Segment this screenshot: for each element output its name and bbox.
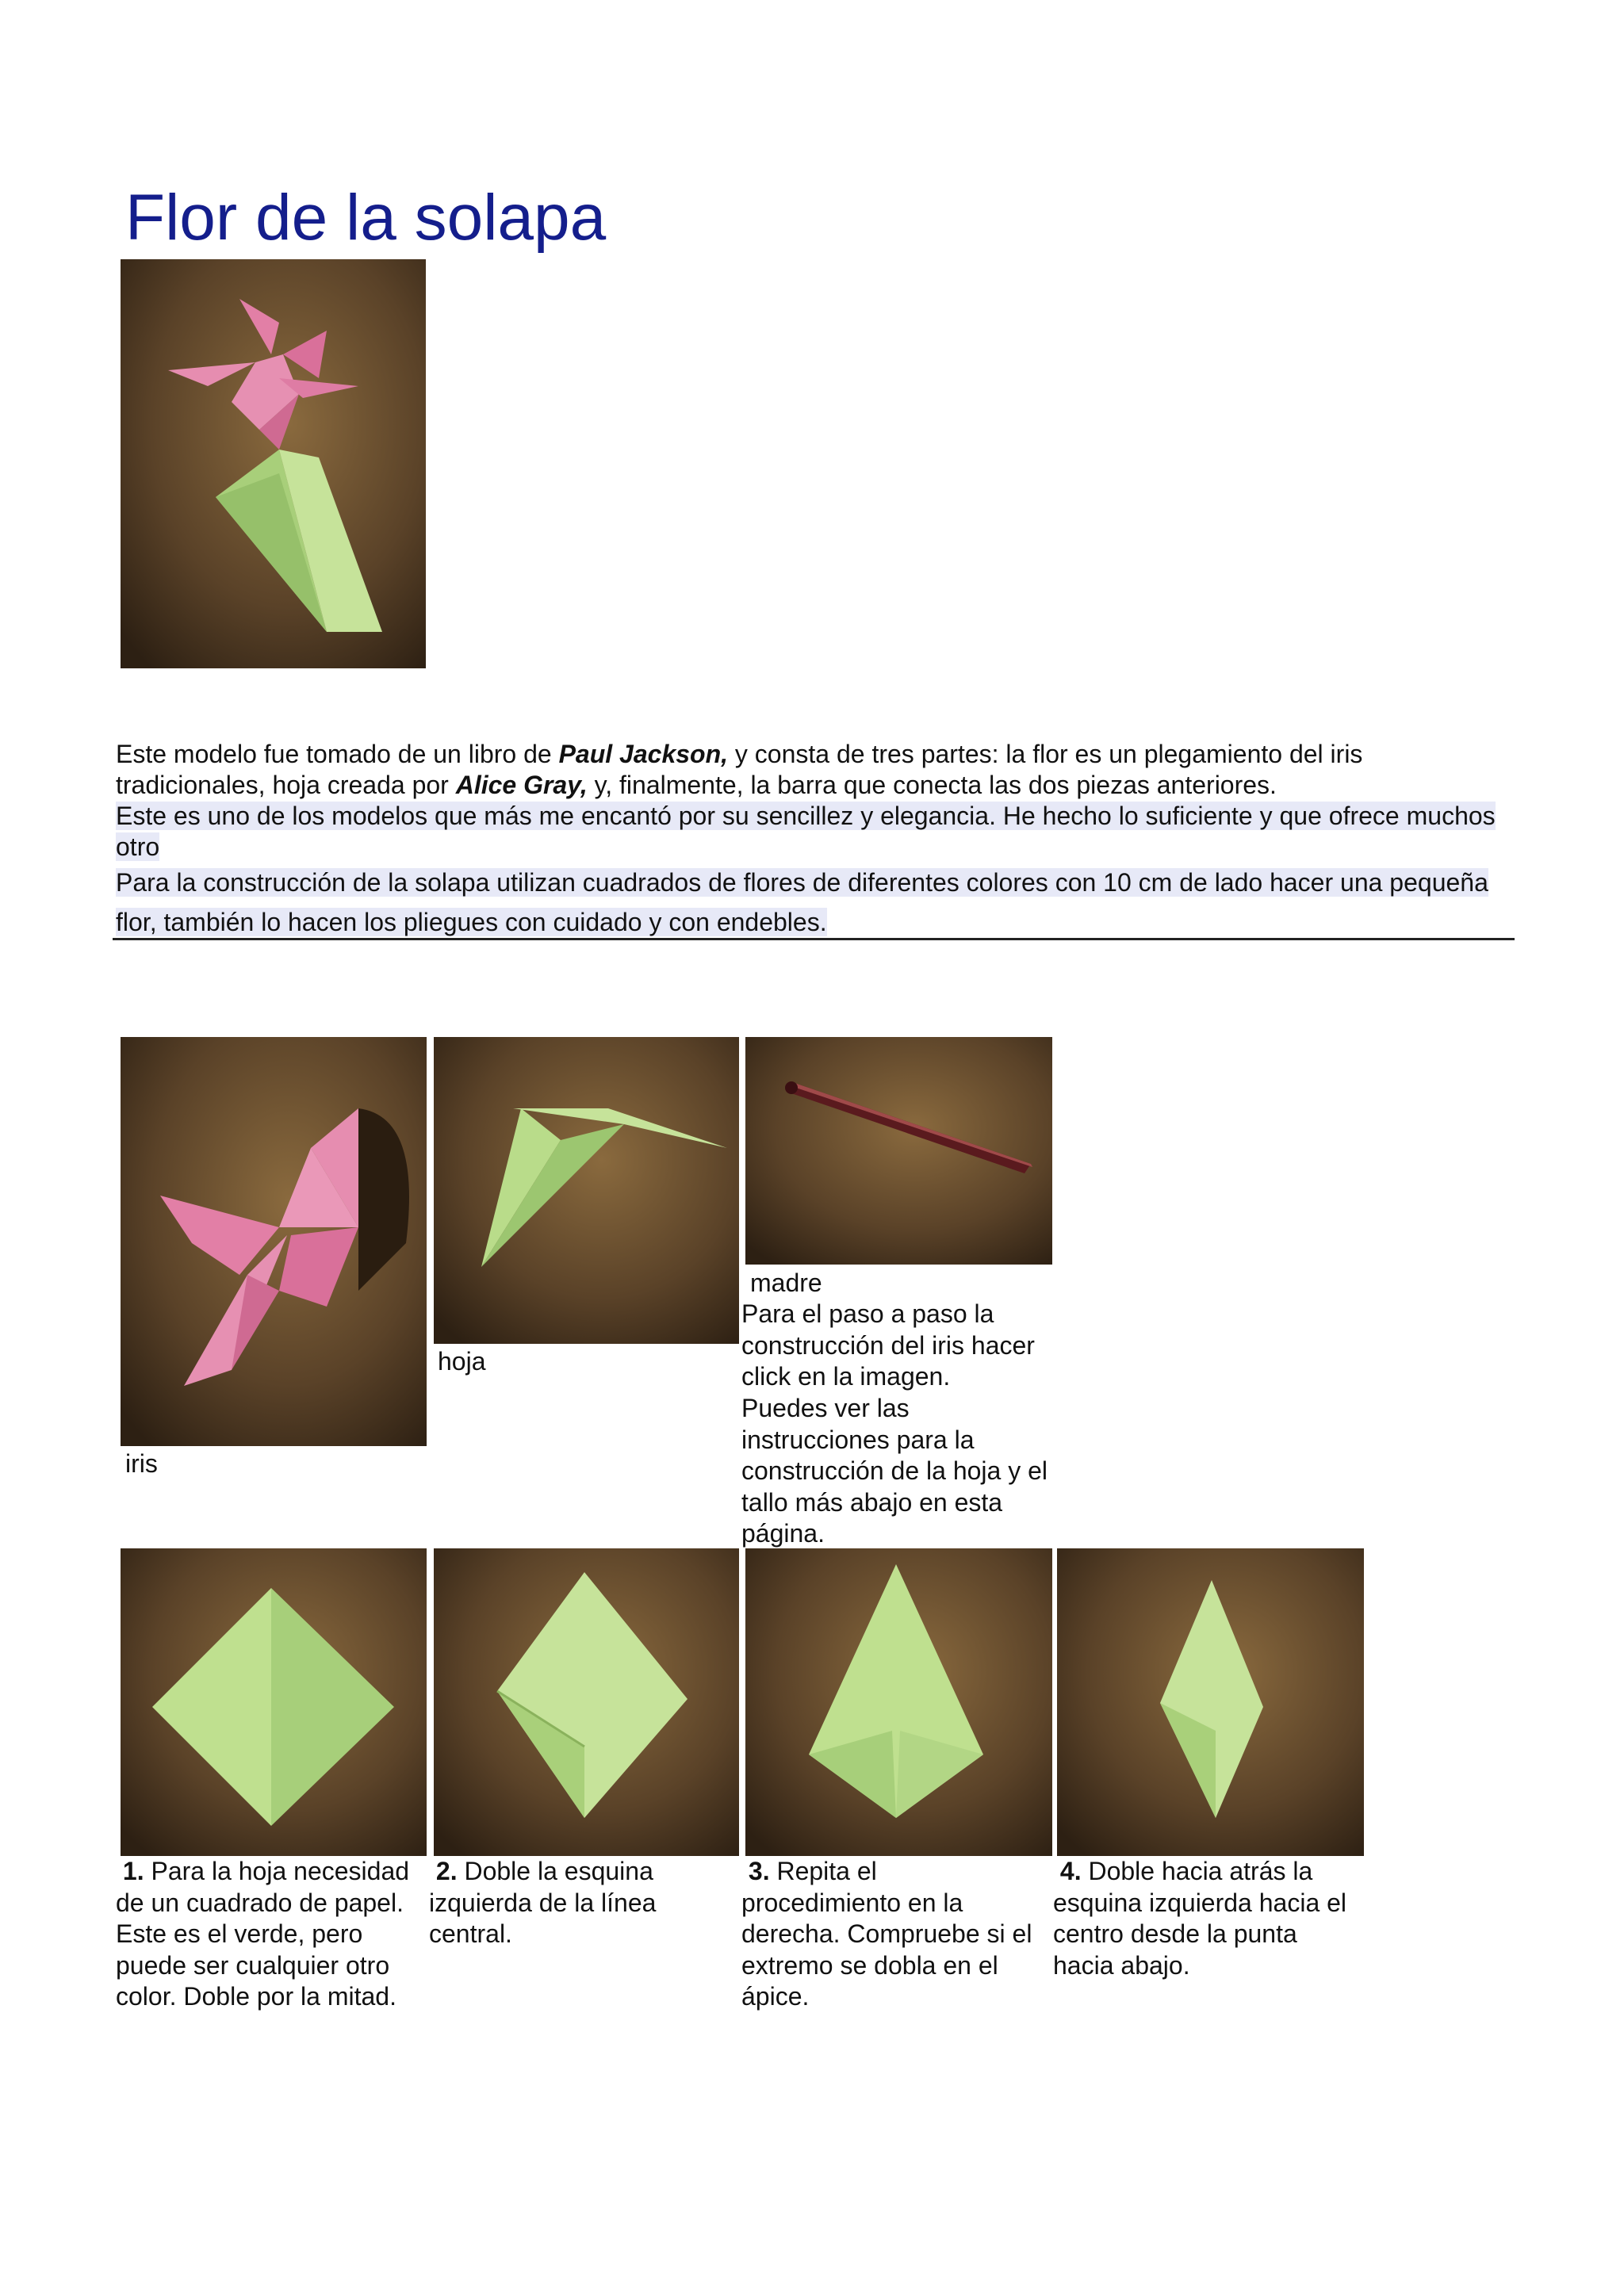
- author-alice-gray: Alice Gray,: [455, 771, 588, 799]
- leaf-photo[interactable]: [434, 1037, 739, 1344]
- leaf-instructions-note: Puedes ver las instrucciones para la construcción de la hoja y el tallo más abajo en esta página.: [741, 1394, 1048, 1548]
- divider: [113, 938, 1515, 940]
- iris-photo[interactable]: [121, 1037, 427, 1446]
- step-2-caption: 2. Doble la esquina izquierda de la línea central.: [429, 1857, 657, 1948]
- page-title: Flor de la solapa: [125, 182, 607, 254]
- intro-paragraph-1: Este modelo fue tomado de un libro de Paul Jackson, y consta de tres partes: la flor es un plegamiento del iris tradicionales, hoja creada por Alice Gray, y, finalmente, la barra que conecta las dos piezas anteriores.: [116, 740, 1363, 799]
- step-4-caption: 4. Doble hacia atrás la esquina izquierda hacia el centro desde la punta hacia abajo.: [1053, 1857, 1347, 1980]
- step-4-photo: [1057, 1548, 1364, 1856]
- flower-photo[interactable]: [121, 259, 426, 668]
- intro-text: [116, 739, 1511, 942]
- caption-iris: iris: [125, 1449, 158, 1478]
- step-1-photo: [121, 1548, 427, 1856]
- caption-madre: madre: [750, 1269, 822, 1297]
- caption-hoja: hoja: [438, 1347, 486, 1376]
- intro-paragraph-2: Este es uno de los modelos que más me encantó por su sencillez y elegancia. He hecho lo suficiente y que ofrece muchos otro: [116, 802, 1496, 861]
- step-3-photo: [745, 1548, 1052, 1856]
- author-paul-jackson: Paul Jackson,: [558, 740, 729, 768]
- step-1-caption: 1. Para la hoja necesidad de un cuadrado de papel. Este es el verde, pero puede ser cualquier otro color. Doble por la mitad.: [116, 1857, 410, 2011]
- iris-instructions-note[interactable]: Para el paso a paso la construcción del iris hacer click en la imagen.: [741, 1299, 1035, 1391]
- step-3-caption: 3. Repita el procedimiento en la derecha. Compruebe si el extremo se dobla en el ápice.: [741, 1857, 1032, 2011]
- intro-paragraph-3: Para la construcción de la solapa utilizan cuadrados de flores de diferentes colores con 10 cm de lado hacer una pequeña flor, también lo hacen los pliegues con cuidado y con endebles.: [116, 868, 1488, 936]
- stem-photo[interactable]: [745, 1037, 1052, 1265]
- step-2-photo: [434, 1548, 739, 1856]
